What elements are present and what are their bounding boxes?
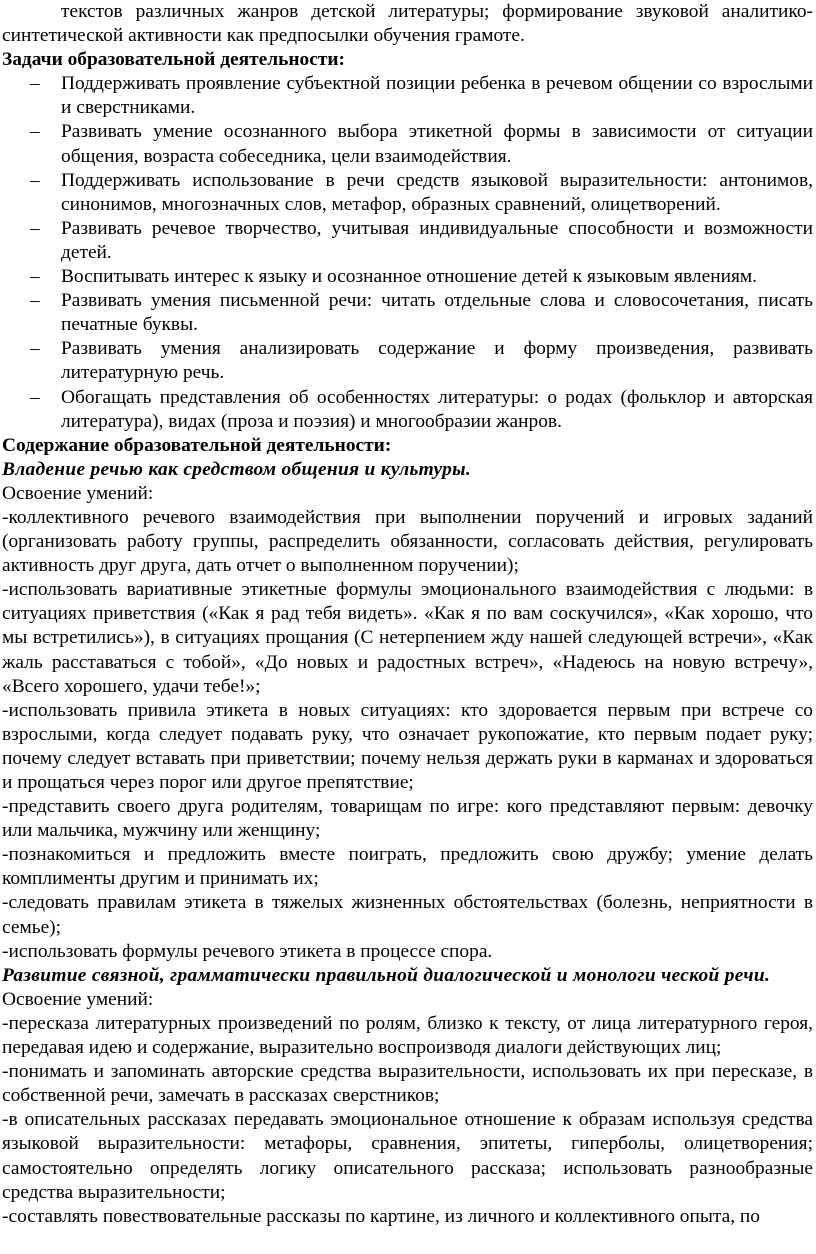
- skill-item: -в описательных рассказах передавать эмоциональное отношение к образам используя средства языковой выразительности: метафоры, сравнения, эпитеты, гиперболы, олицетворения; самостоятельно определять логику описательного рассказа; использовать разнообразные средства выразительности;: [2, 1109, 813, 1203]
- dash-bullet: –: [30, 217, 40, 239]
- skill-item: -составлять повествовательные рассказы по картине, из личного и коллективного опыта, по: [2, 1205, 760, 1227]
- dash-bullet: –: [30, 73, 40, 95]
- dash-bullet: –: [30, 386, 40, 408]
- skill-item: -понимать и запоминать авторские средства выразительности, использовать их при пересказе, в собственной речи, замечать в рассказах сверстников;: [2, 1061, 813, 1107]
- task-item: – Развивать умение осознанного выбора этикетной формы в зависимости от ситуации общения, возраста собеседника, цели взаимодействия.: [30, 121, 813, 167]
- task-item: – Развивать умения письменной речи: читать отдельные слова и словосочетания, писать печатные буквы.: [30, 290, 813, 336]
- section-title: Владение речью как средством общения и культуры.: [2, 458, 472, 480]
- tasks-list: [2, 72, 813, 433]
- skill-item: -познакомиться и предложить вместе поиграть, предложить свою дружбу; умение делать комплименты другим и принимать их;: [2, 844, 813, 890]
- task-item: – Обогащать представления об особенностях литературы: о родах (фольклор и авторская литература), видах (проза и поэзия) и многообразии жанров.: [30, 386, 813, 432]
- task-item: – Поддерживать использование в речи средств языковой выразительности: антонимов, синонимов, многозначных слов, метафор, образных сравнений, олицетворений.: [30, 169, 813, 215]
- skill-item: -использовать привила этикета в новых ситуациях: кто здоровается первым при встрече со взрослыми, когда следует подавать руку, что означает рукопожатие, кто первым подает руку; почему следует вставать при приветствии; почему нельзя держать руки в карманах и здороваться и прощаться через порог или другое препятствие;: [2, 699, 813, 793]
- task-item: – Поддерживать проявление субъектной позиции ребенка в речевом общении со взрослыми и сверстниками.: [30, 73, 813, 119]
- skill-item: -использовать вариативные этикетные формулы эмоционального взаимодействия с людьми: в ситуациях приветствия («Как я рад тебя видеть». «Как я по вам соскучился», «Как хорошо, что мы встретились»), в ситуациях прощания (С нетерпением жду нашей следующей встречи», «Как жаль расставаться с тобой», «До новых и радостных встреч», «Надеюсь на новую встречу», «Всего хорошего, удачи тебе!»;: [2, 579, 813, 697]
- skills-label: Освоение умений:: [2, 482, 154, 504]
- task-item: – Развивать речевое творчество, учитывая индивидуальные способности и возможности детей.: [30, 217, 813, 263]
- section-title: Развитие связной, грамматически правильной диалогической и монологи ческой речи.: [2, 964, 771, 986]
- dash-bullet: –: [30, 266, 40, 288]
- skill-item: -представить своего друга родителям, товарищам по игре: кого представляют первым: девочку или мальчика, мужчину или женщину;: [2, 796, 813, 842]
- dash-bullet: –: [30, 169, 40, 191]
- task-item: – Развивать умения анализировать содержание и форму произведения, развивать литературную речь.: [30, 338, 813, 384]
- skill-item: -использовать формулы речевого этикета в процессе спора.: [2, 940, 493, 962]
- dash-bullet: –: [30, 290, 40, 312]
- task-item: – Воспитывать интерес к языку и осознанное отношение детей к языковым явлениям.: [2, 265, 813, 289]
- content-heading: Содержание образовательной деятельности:: [2, 434, 392, 456]
- skills-label: Освоение умений:: [2, 988, 154, 1010]
- skill-item: -пересказа литературных произведений по ролям, близко к тексту, от лица литературного героя, передавая идею и содержание, выразительно воспроизводя диалоги действующих лиц;: [2, 1012, 813, 1059]
- intro-continuation: текстов различных жанров детской литературы; формирование звуковой аналитико-синтетической активности как предпосылки обучения грамоте.: [2, 1, 813, 47]
- skill-item: -коллективного речевого взаимодействия при выполнении поручений и игровых заданий (организовать работу группы, распределить обязанности, согласовать действия, регулировать активность друг друга, дать отчет о выполненном поручении);: [2, 506, 813, 577]
- skill-item: -следовать правилам этикета в тяжелых жизненных обстоятельствах (болезнь, неприятности в семье);: [2, 892, 813, 938]
- dash-bullet: –: [30, 338, 40, 360]
- tasks-heading: Задачи образовательной деятельности:: [2, 49, 345, 71]
- dash-bullet: –: [30, 121, 40, 143]
